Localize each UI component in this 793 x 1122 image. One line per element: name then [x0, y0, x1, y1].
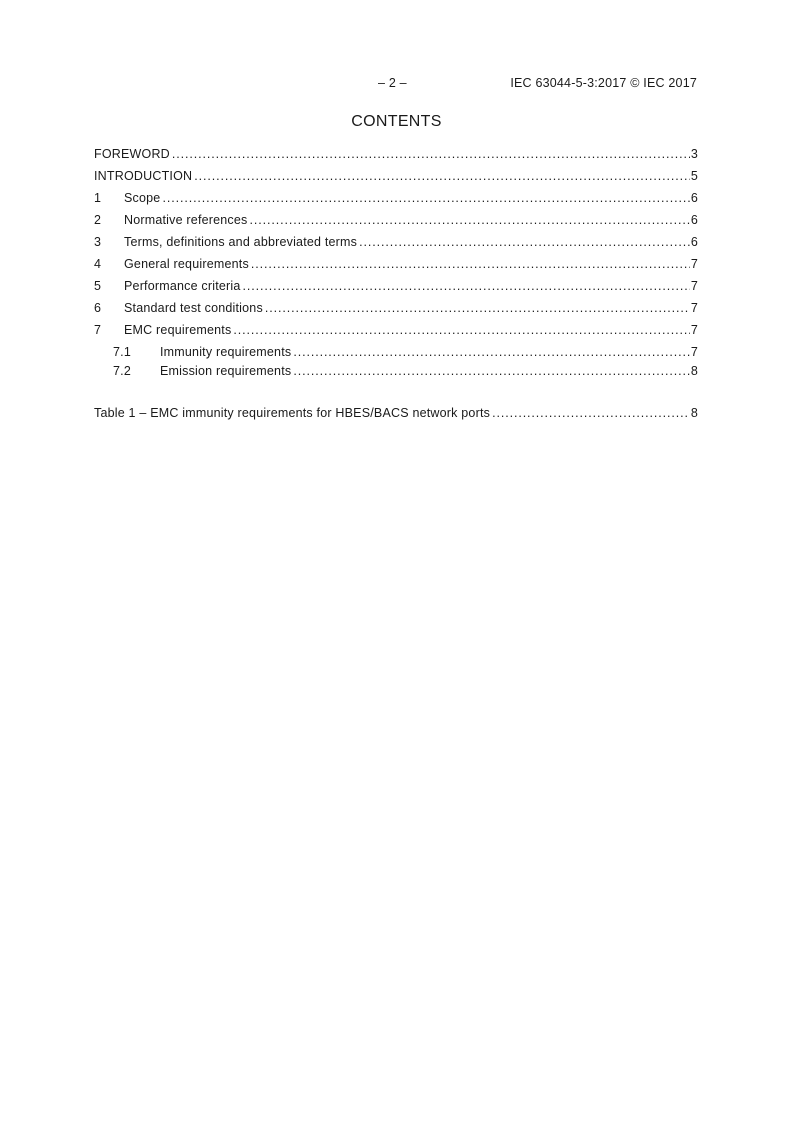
toc-number: 7.1 — [113, 345, 131, 359]
toc-label: INTRODUCTION — [94, 169, 193, 183]
dot-leader — [265, 301, 690, 315]
toc-label: Emission requirements — [160, 364, 292, 378]
dot-leader — [250, 213, 690, 227]
toc-page: 7 — [690, 345, 698, 359]
toc-entry-normative-references[interactable] — [94, 211, 698, 227]
toc-entry-immunity-requirements[interactable] — [113, 343, 698, 359]
toc-entry-foreword[interactable] — [94, 145, 698, 161]
page-header — [0, 76, 793, 92]
page-number: – 2 – — [378, 76, 407, 90]
toc-page: 7 — [690, 301, 698, 315]
toc-entry-table-1[interactable] — [94, 404, 698, 420]
toc-page: 7 — [690, 257, 698, 271]
toc-label: Immunity requirements — [160, 345, 292, 359]
toc-label: General requirements — [124, 257, 249, 271]
toc-label: Table 1 – EMC immunity requirements for HBES/BACS network ports — [94, 406, 491, 420]
toc-page: 7 — [690, 279, 698, 293]
toc-label: Scope — [124, 191, 161, 205]
document-id: IEC 63044-5-3:2017 © IEC 2017 — [510, 76, 697, 90]
dot-leader — [243, 279, 690, 293]
toc-label: FOREWORD — [94, 147, 170, 161]
dot-leader — [162, 191, 689, 205]
toc-page: 3 — [690, 147, 698, 161]
toc-label: Standard test conditions — [124, 301, 263, 315]
toc-entry-standard-test-conditions[interactable] — [94, 299, 698, 315]
toc-entry-introduction[interactable] — [94, 167, 698, 183]
toc-label: EMC requirements — [124, 323, 232, 337]
toc-page: 6 — [690, 235, 698, 249]
toc-page: 8 — [690, 364, 698, 378]
toc-label: Performance criteria — [124, 279, 241, 293]
toc-page: 6 — [690, 213, 698, 227]
dot-leader — [194, 169, 690, 183]
dot-leader — [172, 147, 690, 161]
page-title: CONTENTS — [351, 113, 442, 130]
toc-entry-emission-requirements[interactable] — [113, 362, 698, 378]
toc-number: 5 — [94, 279, 102, 293]
toc-number: 4 — [94, 257, 102, 271]
dot-leader — [492, 406, 690, 420]
dot-leader — [293, 364, 690, 378]
toc-number: 3 — [94, 235, 102, 249]
toc-entry-performance-criteria[interactable] — [94, 277, 698, 293]
dot-leader — [233, 323, 689, 337]
toc-number: 7.2 — [113, 364, 131, 378]
toc-number: 1 — [94, 191, 102, 205]
toc-label: Terms, definitions and abbreviated terms — [124, 235, 358, 249]
toc-page: 5 — [690, 169, 698, 183]
toc-entry-terms-definitions[interactable] — [94, 233, 698, 249]
toc-number: 6 — [94, 301, 102, 315]
toc-page: 8 — [690, 406, 698, 420]
toc-number: 2 — [94, 213, 102, 227]
dot-leader — [359, 235, 690, 249]
dot-leader — [251, 257, 690, 271]
toc-page: 7 — [690, 323, 698, 337]
toc-entry-scope[interactable] — [94, 189, 698, 205]
toc-number: 7 — [94, 323, 102, 337]
toc-label: Normative references — [124, 213, 248, 227]
toc-entry-general-requirements[interactable] — [94, 255, 698, 271]
toc-page: 6 — [690, 191, 698, 205]
toc-entry-emc-requirements[interactable] — [94, 321, 698, 337]
dot-leader — [293, 345, 690, 359]
